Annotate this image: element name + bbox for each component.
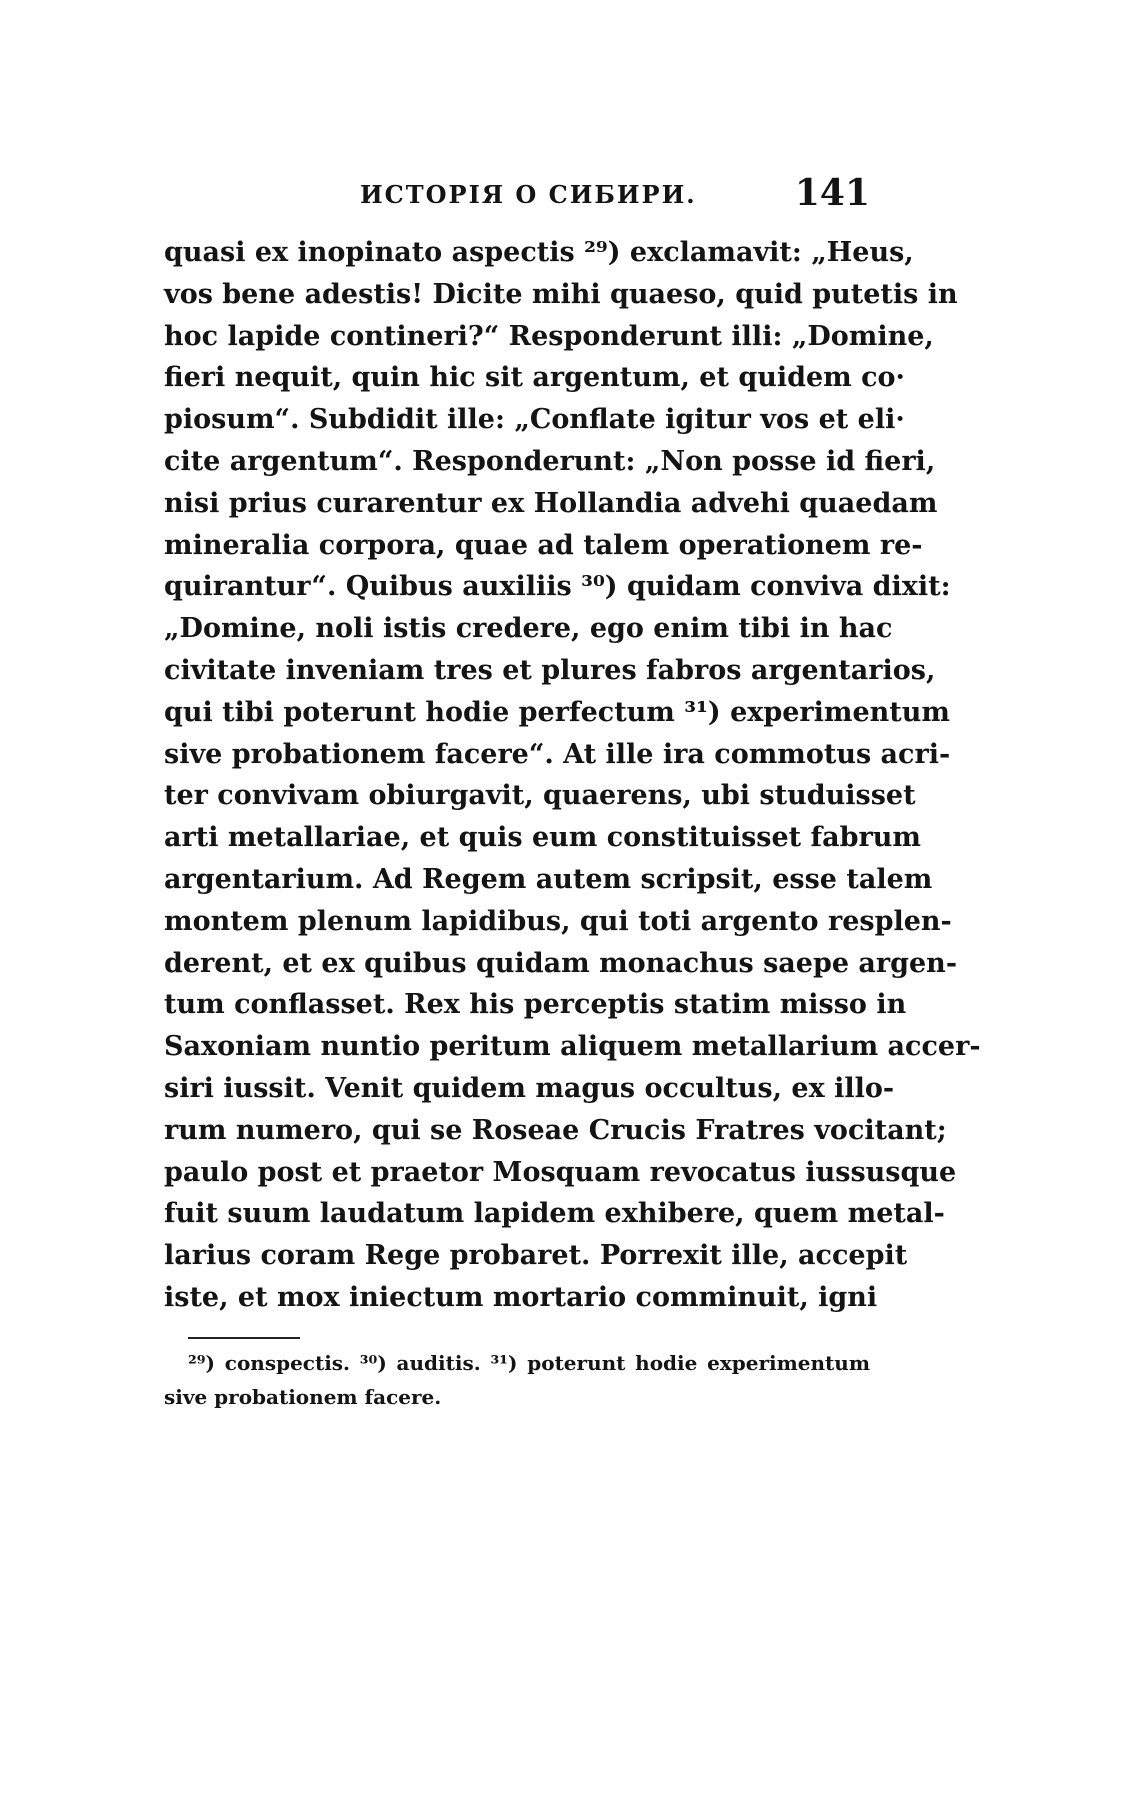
text-line: quasi ex inopinato aspectis ²⁹) exclamavit: „Heus, (164, 237, 914, 268)
text-line: argentarium. Ad Regem autem scripsit, esse talem (164, 863, 933, 895)
text-line: iste, et mox iniectum mortario comminuit, igni (164, 1281, 878, 1313)
footnote-rule (188, 1337, 300, 1339)
footnote-line: sive probationem facere. (164, 1385, 442, 1409)
text-line: Saxoniam nuntio peritum aliquem metallarium accer- (164, 1031, 981, 1063)
text-line: arti metallariae, et quis eum constituisset fabrum (164, 822, 921, 854)
text-line: cite argentum“. Responderunt: „Non posse id fieri, (164, 445, 936, 477)
text-line: fuit suum laudatum lapidem exhibere, quem metal- (164, 1198, 945, 1230)
text-line: paulo post et praetor Mosquam revocatus iussusque (164, 1156, 957, 1188)
text-line: civitate inveniam tres et plures fabros argentarios, (164, 654, 936, 686)
footnotes (164, 1346, 870, 1414)
text-line: mineralia corpora, quae ad talem operationem re- (164, 529, 923, 561)
text-line: rum numero, qui se Roseae Crucis Fratres vocitant; (164, 1114, 947, 1146)
page-number: 141 (794, 172, 870, 214)
text-line: quirantur“. Quibus auxiliis ³⁰) quidam conviva dixit: (164, 571, 951, 603)
text-line: „Domine, noli istis credere, ego enim tibi in hac (164, 613, 893, 645)
text-line: montem plenum lapidibus, qui toti argento resplen- (164, 905, 952, 937)
text-line: qui tibi poterunt hodie perfectum ³¹) experimentum (164, 696, 950, 728)
text-line: vos bene adestis! Dicite mihi quaeso, quid putetis in (164, 278, 958, 310)
text-line: sive probationem facere“. At ille ira commotus acri- (164, 738, 951, 770)
text-line: hoc lapide contineri?“ Responderunt illi: „Domine, (164, 320, 934, 352)
text-line: nisi prius curarentur ex Hollandia advehi quaedam (164, 487, 938, 519)
body-text (164, 232, 981, 1319)
text-line: piosum“. Subdidit ille: „Conflate igitur vos et eli· (164, 404, 905, 436)
text-line: siri iussit. Venit quidem magus occultus, ex illo- (164, 1072, 895, 1104)
text-line: ter convivam obiurgavit, quaerens, ubi studuisset (164, 780, 916, 812)
text-line: fieri nequit, quin hic sit argentum, et quidem co· (164, 362, 905, 394)
text-line: derent, et ex quibus quidam monachus saepe argen- (164, 947, 958, 979)
running-head: ИСТОРIЯ О СИБИРИ. (360, 180, 697, 209)
page-header (360, 172, 870, 222)
text-line: tum conflasset. Rex his perceptis statim misso in (164, 989, 907, 1021)
footnote-line: ²⁹) conspectis. ³⁰) auditis. ³¹) poterunt hodie experimentum (188, 1351, 870, 1375)
text-line: larius coram Rege probaret. Porrexit ille, accepit (164, 1240, 908, 1272)
